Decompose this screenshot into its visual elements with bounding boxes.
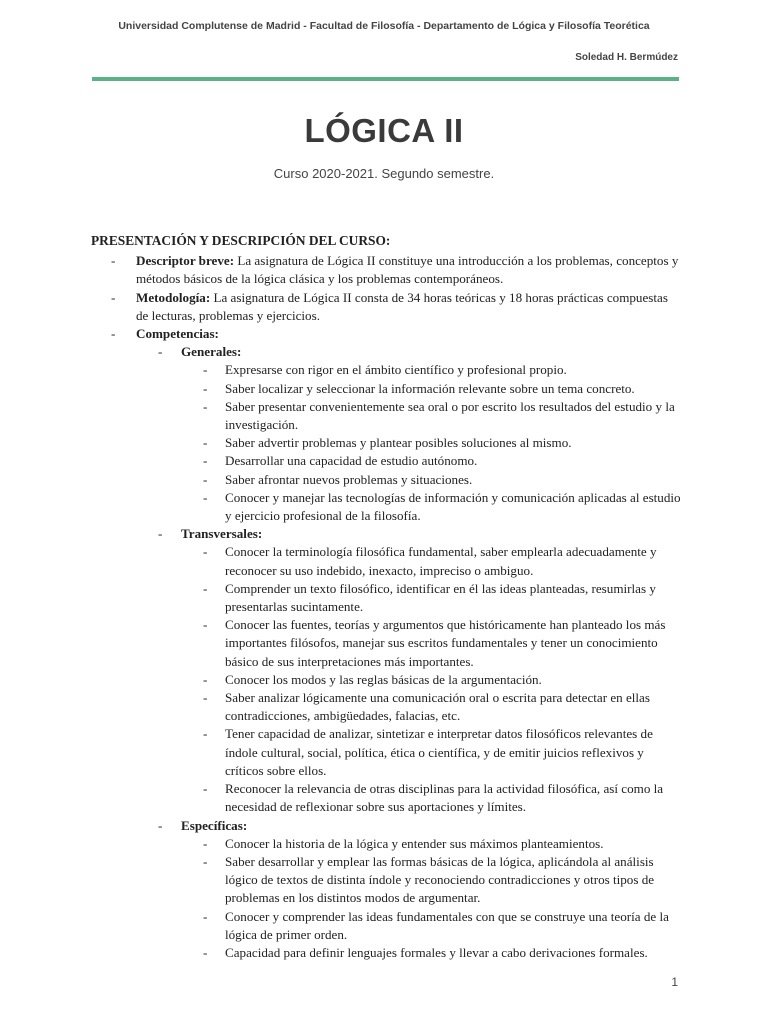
bullet-dash: - — [203, 435, 208, 451]
bullet-dash: - — [203, 544, 208, 560]
list-item-text: Saber afrontar nuevos problemas y situaciones. — [225, 471, 473, 487]
list-item — [181, 908, 681, 944]
list-item-transversales — [136, 525, 681, 816]
list-item-text: Conocer los modos y las reglas básicas de la argumentación. — [225, 671, 542, 687]
list-item-text: Tener capacidad de analizar, sintetizar e interpretar datos filosóficos relevantes de índole cultural, social, política, ética o científica, y de emitir juicios reflexivos y críticos sobre ellos. — [225, 726, 653, 778]
bullet-dash: - — [111, 289, 116, 305]
competencias-label: Competencias: — [136, 326, 219, 342]
header-divider — [92, 77, 679, 81]
list-item — [181, 616, 681, 671]
metodologia-label: Metodología: — [136, 289, 211, 305]
list-item — [181, 398, 681, 434]
list-item-text: Saber analizar lógicamente una comunicación oral o escrita para detectar en ellas contradicciones, ambigüedades, falacias, etc. — [225, 690, 650, 724]
bullet-dash: - — [203, 944, 208, 960]
transversales-label: Transversales: — [181, 526, 263, 542]
list-item — [181, 489, 681, 525]
bullet-dash: - — [111, 326, 116, 342]
list-item — [181, 434, 681, 452]
list-item-especificas — [136, 817, 681, 963]
list-item-descriptor — [91, 252, 681, 288]
list-item-metodologia — [91, 289, 681, 325]
list-item — [181, 780, 681, 816]
list-item-text: Expresarse con rigor en el ámbito científico y profesional propio. — [225, 362, 567, 378]
list-item — [181, 580, 681, 616]
list-item — [181, 689, 681, 725]
bullet-dash: - — [203, 781, 208, 797]
header-institution: Universidad Complutense de Madrid - Facultad de Filosofía - Departamento de Lógica y Filosofía Teorética — [118, 20, 650, 32]
transversales-list — [181, 543, 681, 816]
list-item-text: Desarrollar una capacidad de estudio autónomo. — [225, 453, 478, 469]
list-item — [181, 543, 681, 579]
section-heading: PRESENTACIÓN Y DESCRIPCIÓN DEL CURSO: — [91, 233, 391, 248]
bullet-dash: - — [203, 671, 208, 687]
list-item — [181, 361, 681, 379]
list-item-text: Conocer la terminología filosófica fundamental, saber emplearla adecuadamente y reconocer su uso indebido, inexacto, impreciso o ambiguo. — [225, 544, 657, 578]
bullet-dash: - — [203, 617, 208, 633]
bullet-dash: - — [203, 489, 208, 505]
document-title: LÓGICA II — [304, 112, 464, 149]
descriptor-label: Descriptor breve: — [136, 253, 235, 269]
list-item — [181, 853, 681, 908]
generales-list — [181, 361, 681, 525]
bullet-dash: - — [158, 344, 163, 360]
main-list — [91, 252, 681, 962]
bullet-dash: - — [203, 398, 208, 414]
bullet-dash: - — [158, 817, 163, 833]
list-item — [181, 944, 681, 962]
bullet-dash: - — [203, 380, 208, 396]
bullet-dash: - — [203, 908, 208, 924]
header-author: Soledad H. Bermúdez — [575, 52, 678, 63]
list-item-text: Saber localizar y seleccionar la información relevante sobre un tema concreto. — [225, 380, 635, 396]
list-item-competencias — [91, 325, 681, 962]
list-item — [181, 380, 681, 398]
list-item — [181, 452, 681, 470]
list-item — [181, 671, 681, 689]
list-item-text: Saber presentar convenientemente sea oral o por escrito los resultados del estudio y la investigación. — [225, 398, 675, 433]
bullet-dash: - — [203, 726, 208, 742]
document-subtitle: Curso 2020-2021. Segundo semestre. — [273, 166, 495, 181]
list-item-text: Reconocer la relevancia de otras disciplinas para la actividad filosófica, así como la necesidad de reflexionar sobre sus aportaciones y límites. — [225, 781, 664, 815]
bullet-dash: - — [203, 453, 208, 469]
bullet-dash: - — [158, 526, 163, 542]
descriptor-text: La asignatura de Lógica II constituye una introducción a los problemas, conceptos y métodos básicos de la lógica clásica y los problemas contemporáneos. — [136, 253, 679, 287]
bullet-dash: - — [203, 471, 208, 487]
page-number: 1 — [671, 975, 678, 989]
bullet-dash: - — [111, 253, 116, 269]
list-item-text: Saber desarrollar y emplear las formas básicas de la lógica, aplicándola al análisis lógico de textos de distinta índole y reconociendo contradicciones y otros tipos de problemas en los distintos modos de argumentar. — [225, 853, 655, 906]
list-item — [181, 835, 681, 853]
bullet-dash: - — [203, 835, 208, 851]
list-item-text: Conocer y comprender las ideas fundamentales con que se construye una teoría de la lógica de primer orden. — [225, 908, 669, 942]
list-item-text: Conocer y manejar las tecnologías de información y comunicación aplicadas al estudio y ejercicio profesional de la filosofía. — [225, 489, 681, 524]
bullet-dash: - — [203, 690, 208, 706]
especificas-label: Específicas: — [181, 817, 248, 833]
list-item — [181, 725, 681, 780]
course-description-section — [91, 232, 681, 962]
especificas-list — [181, 835, 681, 962]
bullet-dash: - — [203, 580, 208, 596]
list-item-text: Conocer las fuentes, teorías y argumentos que históricamente han planteado los más importantes filósofos, manejar sus escritos fundamentales y tener un conocimiento básico de sus interpretaciones más importantes. — [225, 617, 666, 669]
competencias-list — [136, 343, 681, 962]
list-item-text: Conocer la historia de la lógica y entender sus máximos planteamientos. — [225, 835, 604, 851]
bullet-dash: - — [203, 853, 208, 869]
list-item — [181, 471, 681, 489]
metodologia-text: La asignatura de Lógica II consta de 34 horas teóricas y 18 horas prácticas compuestas de lecturas, problemas y ejercicios. — [136, 289, 668, 323]
list-item-generales — [136, 343, 681, 525]
bullet-dash: - — [203, 362, 208, 378]
list-item-text: Saber advertir problemas y plantear posibles soluciones al mismo. — [225, 435, 572, 451]
list-item-text: Capacidad para definir lenguajes formales y llevar a cabo derivaciones formales. — [225, 944, 648, 960]
generales-label: Generales: — [181, 344, 242, 360]
list-item-text: Comprender un texto filosófico, identificar en él las ideas planteadas, resumirlas y presentarlas sucintamente. — [225, 580, 656, 615]
